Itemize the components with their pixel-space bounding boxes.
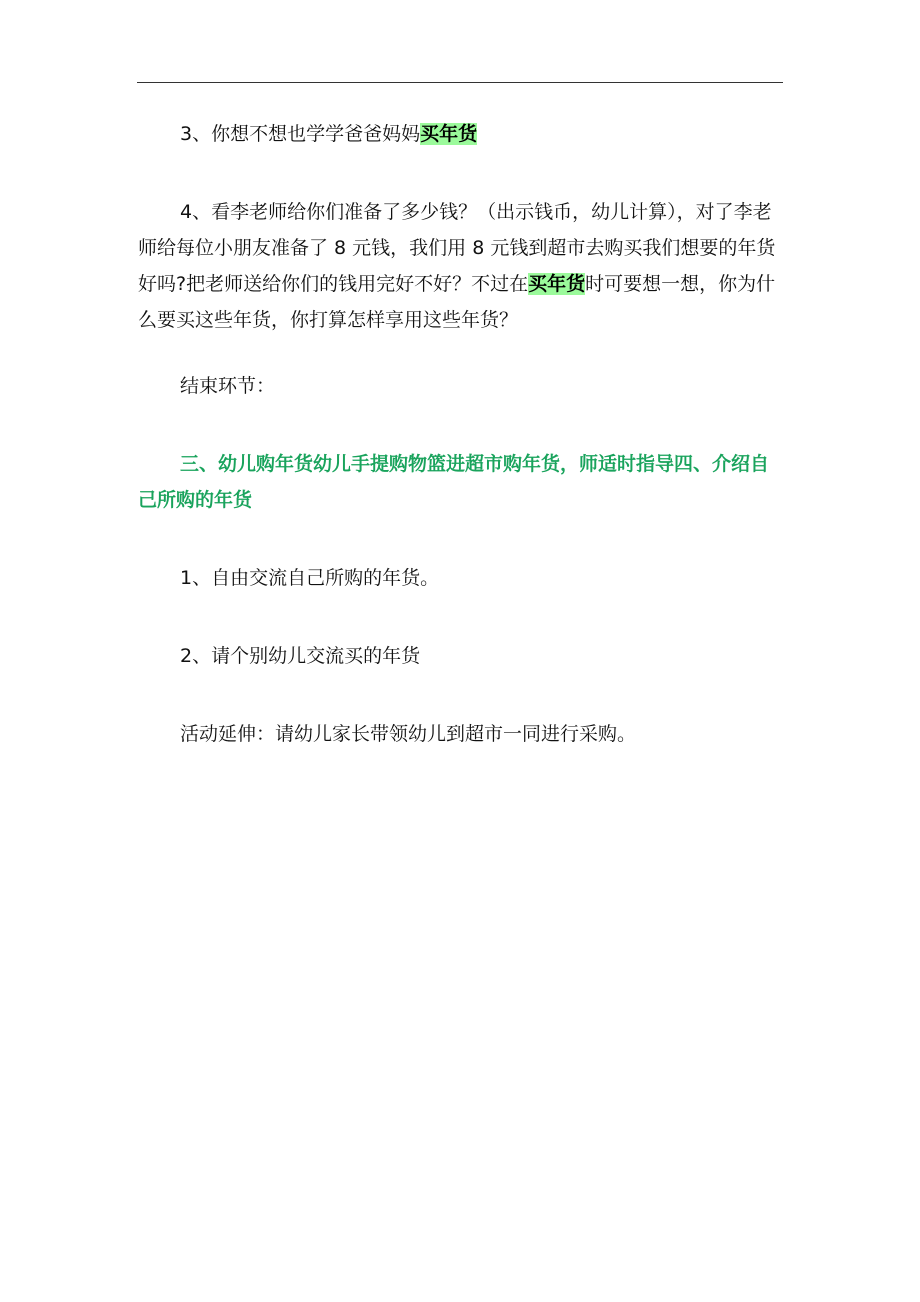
paragraph-4-text-before: 4、看李老师给你们准备了多少钱？（出示钱币，幼儿计算），对了李老师给每位小朋友准备了 8 元钱，我们用 8 元钱到超市去购买我们想要的年货好吗?把老师送给你们的钱用完好不好？不过在 (138, 201, 776, 295)
list-item-2: 2、请个别幼儿交流买的年货 (180, 645, 421, 667)
closing-section-label: 结束环节： (180, 375, 276, 397)
document-body (138, 116, 784, 794)
paragraph-4-text-after: 时可要想一想，你为什么要买这些年货，你打算怎样享用这些年货？ (138, 273, 776, 331)
activity-extension: 活动延伸：请幼儿家长带领幼儿到超市一同进行采购。 (180, 723, 637, 745)
paragraph-4 (138, 194, 784, 338)
header-rule (137, 82, 783, 83)
highlight-keyword: 买年货 (528, 273, 586, 295)
paragraph-3 (138, 116, 784, 152)
paragraph-3-text: 3、你想不想也学学爸爸妈妈 (180, 123, 421, 145)
section-heading: 三、幼儿购年货幼儿手提购物篮进超市购年货，师适时指导四、介绍自己所购的年货 (138, 453, 770, 511)
highlight-keyword: 买年货 (420, 123, 478, 145)
list-item-1: 1、自由交流自己所购的年货。 (180, 567, 440, 589)
